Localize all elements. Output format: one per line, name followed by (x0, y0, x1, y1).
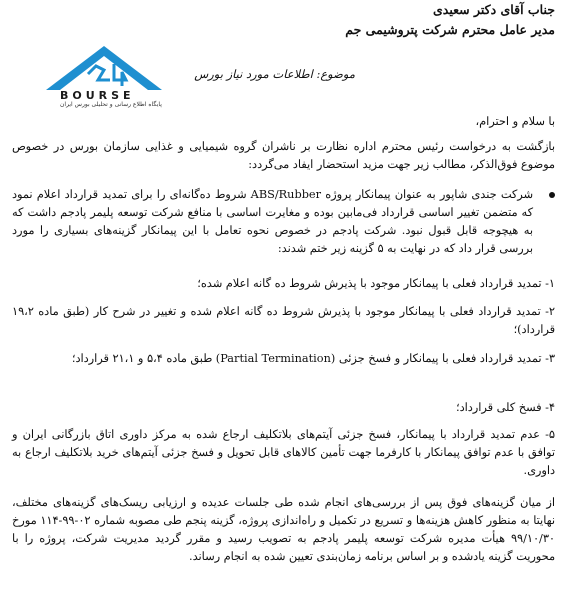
option-5: ۵- عدم تمدید قرارداد با پیمانکار، فسخ جزئی آیتم‌های بلاتکلیف ارجاع شده به مرکز داوری اتاق بازرگانی ایران و توافق با عدم توافق پیمانکار با کارفرما جهت تأمین کالاهای قابل تحویل و فسخ جزئی آیتم‌های خرید بلاتکلیف ارجاع به داوری. (12, 428, 555, 477)
option-4: ۴- فسخ کلی قرارداد؛ (456, 401, 555, 414)
option-2: ۲- تمدید قرارداد فعلی با پیمانکار موجود با پذیرش شروط ده گانه اعلام شده و تغییر در شرح کار (طبق ماده ۱۹،۲ قرارداد)؛ (12, 305, 555, 336)
recipient-name: جناب آقای دکتر سعیدی (433, 2, 555, 17)
greeting: با سلام و احترام، (475, 115, 555, 128)
closing-paragraph: از میان گزینه‌های فوق پس از بررسی‌های انجام شده طی جلسات عدیده و ارزیابی ریسک‌های گزینه‌های مختلف، نهایتا به منظور کاهش هزینه‌ها و تسریع در تکمیل و راه‌اندازی پروژه، گزینه پنجم طی مصوبه شماره ۰۲-۹۹-۱۱۴ مورخ ۹۹/۱۰/۳۰ هیأت مدیره شرکت توسعه پلیمر پادجم به تصویب رسید و مقرر گردید مدیریت شرکت، پروژه را با محوریت گزینه یادشده و بر اساس برنامه زمان‌بندی تعیین شده به انجام رساند. (12, 496, 555, 563)
option-3: ۳- تمدید قرارداد فعلی با پیمانکار و فسخ جزئی (Partial Termination) طبق ماده ۵،۴ و ۲۱،۱ قرارداد؛ (71, 352, 555, 365)
logo-tagline: پایگاه اطلاع رسانی و تحلیلی بورس ایران (60, 101, 162, 108)
recipient-title: مدیر عامل محترم شرکت پتروشیمی جم (345, 22, 555, 37)
subject-line: موضوع: اطلاعات مورد نیاز بورس (194, 67, 355, 81)
option-1: ۱- تمدید قرارداد فعلی با پیمانکار موجود با پذیرش شروط ده گانه اعلام شده؛ (197, 277, 555, 290)
bullet-paragraph: شرکت جندی شاپور به عنوان پیمانکار پروژه ABS/Rubber شروط ده‌گانه‌ای را برای تمدید قرارداد اعلام نمود که متضمن تغییر اساسی قرارداد فی‌مابین بوده و مغایرت اساسی با منافع شرکت توسعه پلیمر پادجم داشت که به هیچوجه قابل قبول نبود. شرکت پادجم در خصوص نحوه تعامل با این پیمانکار گزینه‌های بسیاری را مورد بررسی قرار داد که در نهایت به ۵ گزینه زیر ختم شدند: (12, 188, 533, 255)
intro-paragraph: بازگشت به درخواست رئیس محترم اداره نظارت بر ناشران گروه شیمیایی و غذایی سازمان بورس در خصوص موضوع فوق‌الذکر، مطالب زیر جهت مزید استحضار ایفاد می‌گردد: (12, 140, 555, 171)
logo-wordmark: BOURSE (60, 89, 135, 102)
